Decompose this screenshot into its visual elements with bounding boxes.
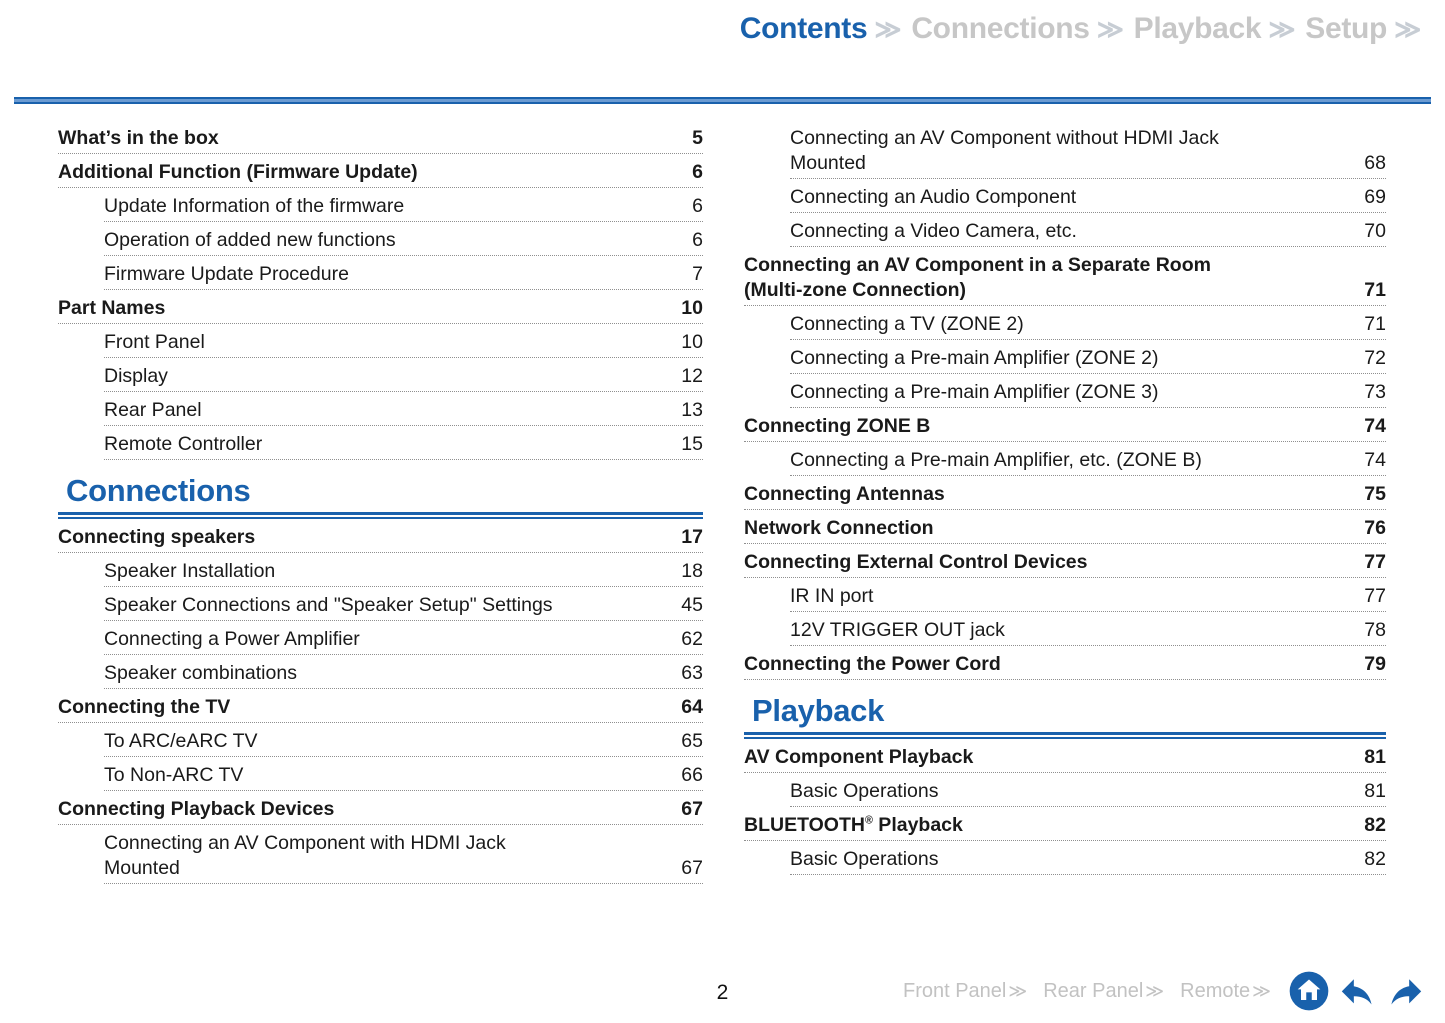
toc-entry-remote-controller[interactable]: [104, 426, 703, 460]
toc-entry-page: 67: [681, 857, 703, 879]
home-icon[interactable]: [1289, 971, 1329, 1011]
nav-item-playback[interactable]: Playback: [1133, 12, 1262, 45]
toc-entry-label: Connecting a TV (ZONE 2): [790, 313, 1024, 335]
toc-entry-connecting-a-pre-main-amplifier-zone-3[interactable]: [790, 374, 1386, 408]
toc-entry-label: Speaker Connections and "Speaker Setup" Settings: [104, 594, 553, 616]
footer-nav: [903, 971, 1427, 1011]
toc-entry-label: To ARC/eARC TV: [104, 730, 258, 752]
toc-entry-page: 81: [1364, 780, 1386, 802]
toc-entry-connecting-speakers[interactable]: [58, 519, 703, 553]
toc-entry-page: 15: [681, 433, 703, 455]
footer-link-rear-panel[interactable]: Rear Panel ≫: [1043, 979, 1165, 1002]
toc-entry-connecting-a-video-camera-etc[interactable]: [790, 213, 1386, 247]
toc-entry-page: 71: [1364, 279, 1386, 301]
toc-entry-connecting-an-av-component-in-a-separate-room-multi-zone-connection[interactable]: [744, 247, 1386, 306]
toc-entry-rear-panel[interactable]: [104, 392, 703, 426]
toc-entry-label: BLUETOOTH® Playback: [744, 814, 963, 836]
toc-entry-speaker-installation[interactable]: [104, 553, 703, 587]
footer-links: [903, 980, 1271, 1003]
toc-entry-label: Connecting a Power Amplifier: [104, 628, 360, 650]
toc-entry-label: Update Information of the firmware: [104, 195, 405, 217]
toc-entry-label: Connecting ZONE B: [744, 415, 931, 437]
toc-entry-display[interactable]: [104, 358, 703, 392]
toc-entry-label: Connecting a Video Camera, etc.: [790, 220, 1077, 242]
toc-entry-page: 68: [1364, 152, 1386, 174]
toc-entry-page: 62: [681, 628, 703, 650]
toc-entry-page: 10: [681, 297, 703, 319]
toc-entry-page: 82: [1364, 814, 1386, 836]
toc-entry-page: 77: [1364, 585, 1386, 607]
toc-entry-page: 45: [681, 594, 703, 616]
toc-entry-connecting-playback-devices[interactable]: [58, 791, 703, 825]
footer-link-remote[interactable]: Remote ≫: [1180, 979, 1271, 1002]
toc-entry-connecting-zone-b[interactable]: [744, 408, 1386, 442]
toc-entry-page: 71: [1364, 313, 1386, 335]
toc-column-left: [58, 120, 703, 884]
toc-entry-label: AV Component Playback: [744, 746, 974, 768]
toc-entry-label: Firmware Update Procedure: [104, 263, 349, 285]
toc-entry-basic-operations[interactable]: [790, 841, 1386, 875]
toc-entry-label: 12V TRIGGER OUT jack: [790, 619, 1005, 641]
toc-entry-label: Rear Panel: [104, 399, 202, 421]
toc-entry-operation-of-added-new-functions[interactable]: [104, 222, 703, 256]
toc-entry-additional-function-firmware-update[interactable]: [58, 154, 703, 188]
toc-entry-label: Additional Function (Firmware Update): [58, 161, 418, 183]
toc-entry-label: Connecting Playback Devices: [58, 798, 335, 820]
section-header-connections: Connections: [66, 473, 251, 508]
toc-entry-page: 74: [1364, 449, 1386, 471]
toc-entry-page: 12: [681, 365, 703, 387]
chevron-right-icon: ≫: [1252, 980, 1271, 1001]
toc-entry-page: 78: [1364, 619, 1386, 641]
toc-entry-label: Connecting a Pre-main Amplifier (ZONE 2): [790, 347, 1159, 369]
toc-entry-label: Connecting External Control Devices: [744, 551, 1088, 573]
nav-item-setup[interactable]: Setup: [1305, 12, 1388, 45]
toc-entry-to-non-arc-tv[interactable]: [104, 757, 703, 791]
toc-entry-label: Connecting the TV: [58, 696, 231, 718]
toc-entry-label: Display: [104, 365, 168, 387]
toc-entry-connecting-the-tv[interactable]: [58, 689, 703, 723]
toc-entry-speaker-combinations[interactable]: [104, 655, 703, 689]
toc-column-right: [744, 120, 1386, 875]
toc-entry-speaker-connections-and-speaker-setup-settings[interactable]: [104, 587, 703, 621]
toc-entry-page: 5: [692, 127, 703, 149]
toc-entry-label: Front Panel: [104, 331, 205, 353]
toc-entry-label: Connecting an Audio Component: [790, 186, 1077, 208]
toc-entry-firmware-update-procedure[interactable]: [104, 256, 703, 290]
footer-icons: [1289, 971, 1427, 1011]
toc-entry-connecting-a-pre-main-amplifier-zone-2[interactable]: [790, 340, 1386, 374]
undo-icon[interactable]: [1336, 972, 1378, 1010]
toc-entry-page: 67: [681, 798, 703, 820]
chevron-right-icon: ≫: [1096, 14, 1124, 44]
toc-entry-ir-in-port[interactable]: [790, 578, 1386, 612]
toc-entry-basic-operations[interactable]: [790, 773, 1386, 807]
toc-entry-12v-trigger-out-jack[interactable]: [790, 612, 1386, 646]
toc-entry-page: 77: [1364, 551, 1386, 573]
toc-entry-page: 6: [692, 229, 703, 251]
toc-entry-page: 66: [681, 764, 703, 786]
toc-entry-page: 6: [692, 195, 703, 217]
toc-entry-part-names[interactable]: [58, 290, 703, 324]
toc-entry-label: Connecting an AV Component in a Separate Room (Multi-zone Connection): [744, 254, 1211, 301]
toc-entry-label: Connecting the Power Cord: [744, 653, 1001, 675]
chevron-right-icon: ≫: [1394, 14, 1421, 44]
toc-entry-label: Connecting a Pre-main Amplifier, etc. (ZONE B): [790, 449, 1202, 471]
toc-entry-page: 18: [681, 560, 703, 582]
page-number: 2: [716, 981, 729, 1004]
toc-entry-connecting-external-control-devices[interactable]: [744, 544, 1386, 578]
section-header-playback: Playback: [752, 693, 885, 728]
toc-entry-label: Network Connection: [744, 517, 934, 539]
toc-entry-connecting-a-tv-zone-2[interactable]: [790, 306, 1386, 340]
toc-entry-label: To Non-ARC TV: [104, 764, 244, 786]
toc-entry-front-panel[interactable]: [104, 324, 703, 358]
toc-entry-label: Speaker Installation: [104, 560, 276, 582]
toc-entry-label: Connecting speakers: [58, 526, 256, 548]
top-nav: [740, 12, 1431, 46]
header-rule: [14, 97, 1431, 104]
toc-entry-label: Connecting an AV Component with HDMI Jack Mounted: [104, 832, 506, 879]
toc-entry-page: 13: [681, 399, 703, 421]
nav-item-connections[interactable]: Connections: [911, 12, 1090, 45]
toc-entry-label: Remote Controller: [104, 433, 263, 455]
toc-entry-page: 75: [1364, 483, 1386, 505]
toc-entry-page: 6: [692, 161, 703, 183]
toc-entry-update-information-of-the-firmware[interactable]: [104, 188, 703, 222]
toc-entry-page: 17: [681, 526, 703, 548]
chevron-right-icon: ≫: [1268, 14, 1296, 44]
toc-entry-label: IR IN port: [790, 585, 874, 607]
toc-entry-to-arc-earc-tv[interactable]: [104, 723, 703, 757]
toc-entry-connecting-a-power-amplifier[interactable]: [104, 621, 703, 655]
toc-entry-page: 72: [1364, 347, 1386, 369]
chevron-right-icon: ≫: [1008, 980, 1028, 1001]
toc-entry-network-connection[interactable]: [744, 510, 1386, 544]
toc-entry-page: 63: [681, 662, 703, 684]
toc-entry-page: 70: [1364, 220, 1386, 242]
toc-entry-page: 10: [681, 331, 703, 353]
toc-entry-page: 82: [1364, 848, 1386, 870]
toc-entry-label: Part Names: [58, 297, 166, 319]
chevron-right-icon: ≫: [1145, 980, 1165, 1001]
toc-entry-label: Basic Operations: [790, 848, 939, 870]
section-rule: [744, 732, 1386, 739]
toc-entry-page: 73: [1364, 381, 1386, 403]
footer-link-front-panel[interactable]: Front Panel ≫: [902, 979, 1028, 1002]
nav-item-contents[interactable]: Contents: [739, 12, 868, 45]
toc-entry-connecting-a-pre-main-amplifier-etc-zone-b[interactable]: [790, 442, 1386, 476]
toc-entry-bluetooth-playback[interactable]: [744, 807, 1386, 841]
toc-entry-connecting-the-power-cord[interactable]: [744, 646, 1386, 680]
toc-entry-label: Connecting a Pre-main Amplifier (ZONE 3): [790, 381, 1159, 403]
section-rule: [58, 512, 703, 519]
toc-entry-page: 81: [1364, 746, 1386, 768]
toc-entry-label: Speaker combinations: [104, 662, 297, 684]
toc-entry-av-component-playback[interactable]: [744, 739, 1386, 773]
chevron-right-icon: ≫: [874, 14, 902, 44]
toc-entry-page: 65: [681, 730, 703, 752]
toc-entry-connecting-an-av-component-with-hdmi-jack-mounted[interactable]: [104, 825, 703, 884]
toc-entry-label: Operation of added new functions: [104, 229, 396, 251]
toc-entry-connecting-an-av-component-without-hdmi-jack-mounted[interactable]: [790, 120, 1386, 179]
toc-entry-page: 74: [1364, 415, 1386, 437]
toc-entry-connecting-antennas[interactable]: [744, 476, 1386, 510]
toc-entry-page: 64: [681, 696, 703, 718]
toc-entry-label: Basic Operations: [790, 780, 939, 802]
toc-entry-page: 79: [1364, 653, 1386, 675]
toc-entry-page: 69: [1364, 186, 1386, 208]
toc-entry-label: What’s in the box: [58, 127, 219, 149]
toc-entry-what-s-in-the-box[interactable]: [58, 120, 703, 154]
toc-entry-page: 7: [692, 263, 703, 285]
toc-entry-connecting-an-audio-component[interactable]: [790, 179, 1386, 213]
toc-entry-page: 76: [1364, 517, 1386, 539]
redo-icon[interactable]: [1385, 972, 1427, 1010]
toc-entry-label: Connecting an AV Component without HDMI Jack Mounted: [790, 127, 1219, 174]
toc-entry-label: Connecting Antennas: [744, 483, 945, 505]
